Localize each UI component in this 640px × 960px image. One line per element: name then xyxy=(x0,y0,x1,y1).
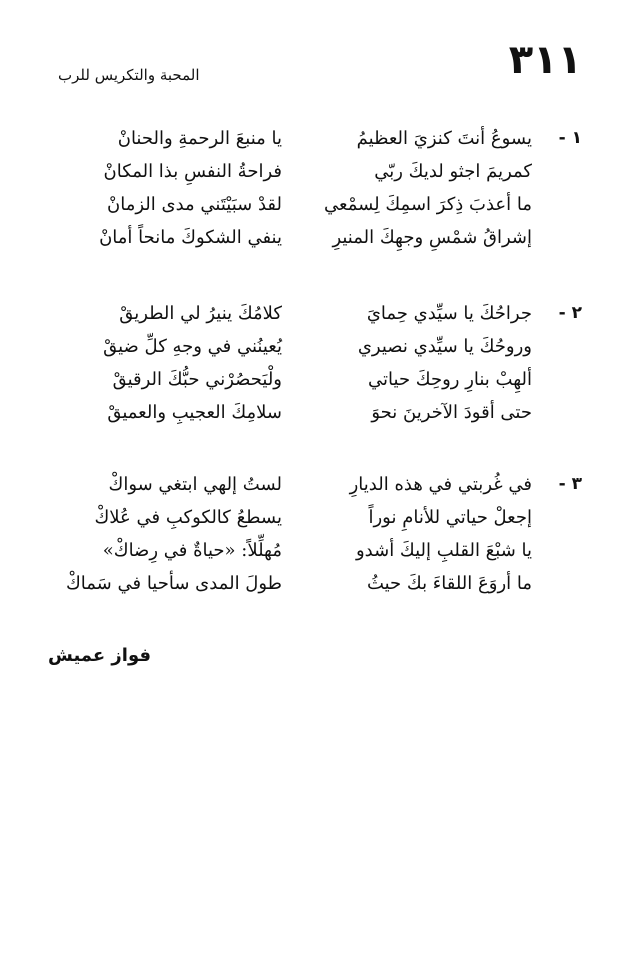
stanza-number: ٢ - xyxy=(558,303,582,323)
verse-column-left xyxy=(47,297,282,429)
running-title: المحبة والتكريس للرب xyxy=(58,66,200,84)
stanza-number: ١ - xyxy=(558,128,582,148)
verse-line: ألهِبْ بنارِ روحِكَ حياتي xyxy=(368,369,532,390)
verse-line: ولْيَحصُرْني حبُّكَ الرقيقْ xyxy=(112,369,282,390)
verse-line: ما أعذبَ ذِكرَ اسمِكَ لِسمْعي xyxy=(324,194,532,215)
verse-line: طولَ المدى سأحيا في سَماكْ xyxy=(65,573,282,594)
verse-line: كلامُكَ ينيرُ لي الطريقْ xyxy=(119,303,282,324)
verse-line: سلامِكَ العجيبِ والعميقْ xyxy=(107,402,282,423)
verse-line: في غُربتي في هذه الديارِ xyxy=(349,474,532,495)
verse-line: وروحُكَ يا سيِّدي نصيري xyxy=(357,336,532,357)
verse-line: كمريمَ اجثو لديكَ ربّي xyxy=(374,161,532,182)
verse-line: يا شبْعَ القلبِ إليكَ أشدو xyxy=(355,540,532,561)
verse-column-left xyxy=(47,122,282,254)
verse-line: ما أروَعَ اللقاءَ بكَ حيثُ xyxy=(366,573,532,594)
verse-column-right xyxy=(317,297,532,429)
verse-line: فراحةُ النفسِ بذا المكانْ xyxy=(103,161,282,182)
verse-line: إجعلْ حياتي للأنامِ نوراً xyxy=(368,507,532,528)
verse-line: ينفي الشكوكَ مانحاً أمانْ xyxy=(99,227,282,248)
verse-column-right xyxy=(317,468,532,600)
verse-line: يسطعُ كالكوكبِ في عُلاكْ xyxy=(94,507,282,528)
page-number: ٣١١ xyxy=(508,37,582,83)
verse-line: حتى أقودَ الآخرينَ نحوَ xyxy=(371,402,532,423)
stanza-number: ٣ - xyxy=(558,474,582,494)
verse-line: يا منبعَ الرحمةِ والحنانْ xyxy=(117,128,282,149)
verse-line: جراحُكَ يا سيِّدي حِمايَ xyxy=(366,303,532,324)
verse-line: يسوعُ أنتَ كنزيَ العظيمُ xyxy=(356,128,532,149)
verse-line: يُعينُني في وجهِ كلِّ ضيقْ xyxy=(103,336,282,357)
verse-column-right xyxy=(317,122,532,254)
verse-line: مُهلِّلاً: «حياةٌ في رِضاكْ» xyxy=(102,540,282,561)
verse-column-left xyxy=(47,468,282,600)
verse-line: لستُ إلهي ابتغي سواكْ xyxy=(108,474,282,495)
verse-line: لقدْ سبَيْتَني مدى الزمانْ xyxy=(107,194,282,215)
author-signature: فواز عميش xyxy=(48,645,152,666)
verse-line: إشراقُ شمْسِ وجهِكَ المنيرِ xyxy=(332,227,532,248)
